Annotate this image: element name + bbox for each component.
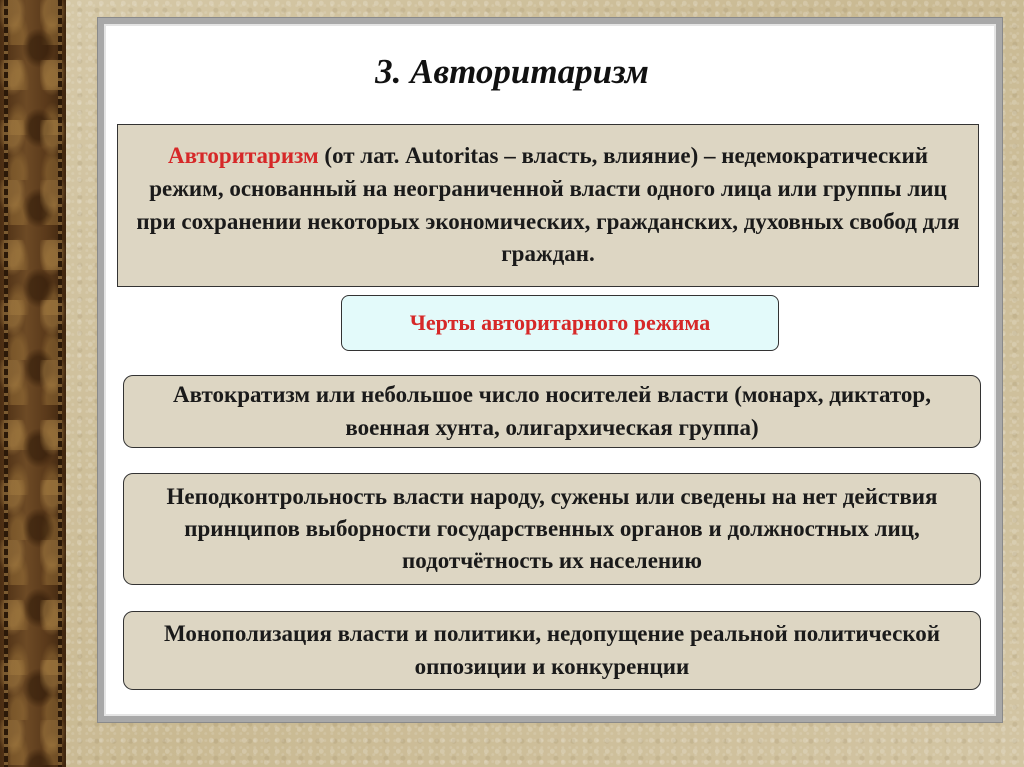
definition-term: Авторитаризм bbox=[167, 143, 319, 169]
decorative-side-strip bbox=[0, 0, 66, 767]
feature-box-monopolization bbox=[123, 611, 981, 690]
definition-box bbox=[117, 124, 979, 287]
definition-body: (от лат. Autoritas – власть, влияние) – недемократический режим, основанный на неограниченной власти одного лица или группы лиц при сохранении некоторых экономических, гражданских, духовных свобод для граждан. bbox=[136, 143, 960, 267]
features-header: Черты авторитарного режима bbox=[341, 295, 779, 351]
feature-box-autocratism bbox=[123, 375, 981, 448]
feature-text: Монополизация власти и политики, недопущение реальной политической оппозиции и конкуренции bbox=[163, 621, 941, 679]
definition-text bbox=[132, 140, 964, 271]
slide-title: 3. Авторитаризм bbox=[375, 52, 649, 91]
feature-box-unaccountability bbox=[123, 473, 981, 585]
feature-text: Неподконтрольность власти народу, сужены или сведены на нет действия принципов выборности государственных органов и должностных лиц, подотчётность их населению bbox=[166, 483, 938, 574]
feature-text: Автократизм или небольшое число носителей власти (монарх, диктатор, военная хунта, олигархическая группа) bbox=[173, 382, 931, 440]
